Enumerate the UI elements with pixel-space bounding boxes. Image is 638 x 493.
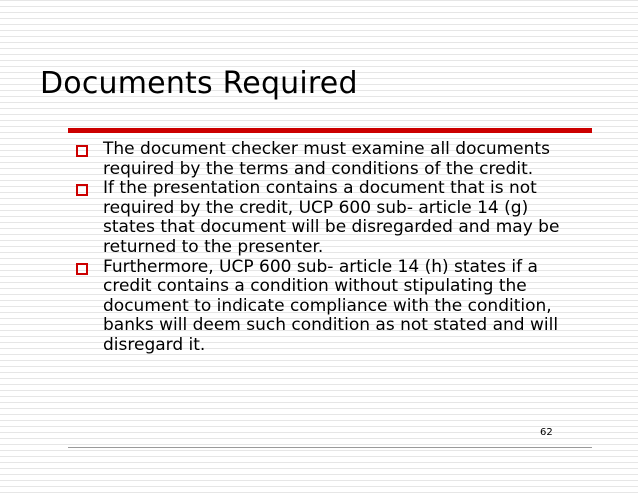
title-underline bbox=[68, 128, 592, 133]
hollow-square-bullet-icon bbox=[76, 263, 88, 275]
bullet-text-2: If the presentation contains a document that is not required by the credit, UCP 600 sub- article 14 (g) states that document will be disregarded and may be returned to the presenter. bbox=[103, 178, 560, 257]
bullet-item-3 bbox=[74, 258, 569, 356]
bullet-item-2 bbox=[74, 179, 569, 257]
footer-rule bbox=[68, 447, 592, 448]
bullet-list bbox=[74, 140, 569, 356]
bullet-item-1 bbox=[74, 140, 569, 179]
hollow-square-bullet-icon bbox=[76, 145, 88, 157]
hollow-square-bullet-icon bbox=[76, 184, 88, 196]
slide-title: Documents Required bbox=[40, 66, 358, 101]
bullet-text-1: The document checker must examine all documents required by the terms and conditions of the credit. bbox=[103, 139, 550, 179]
page-number: 62 bbox=[540, 427, 553, 438]
bullet-text-3: Furthermore, UCP 600 sub- article 14 (h) states if a credit contains a condition without stipulating the document to indicate compliance with the condition, banks will deem such condition as not stated and will disregard it. bbox=[103, 256, 559, 355]
